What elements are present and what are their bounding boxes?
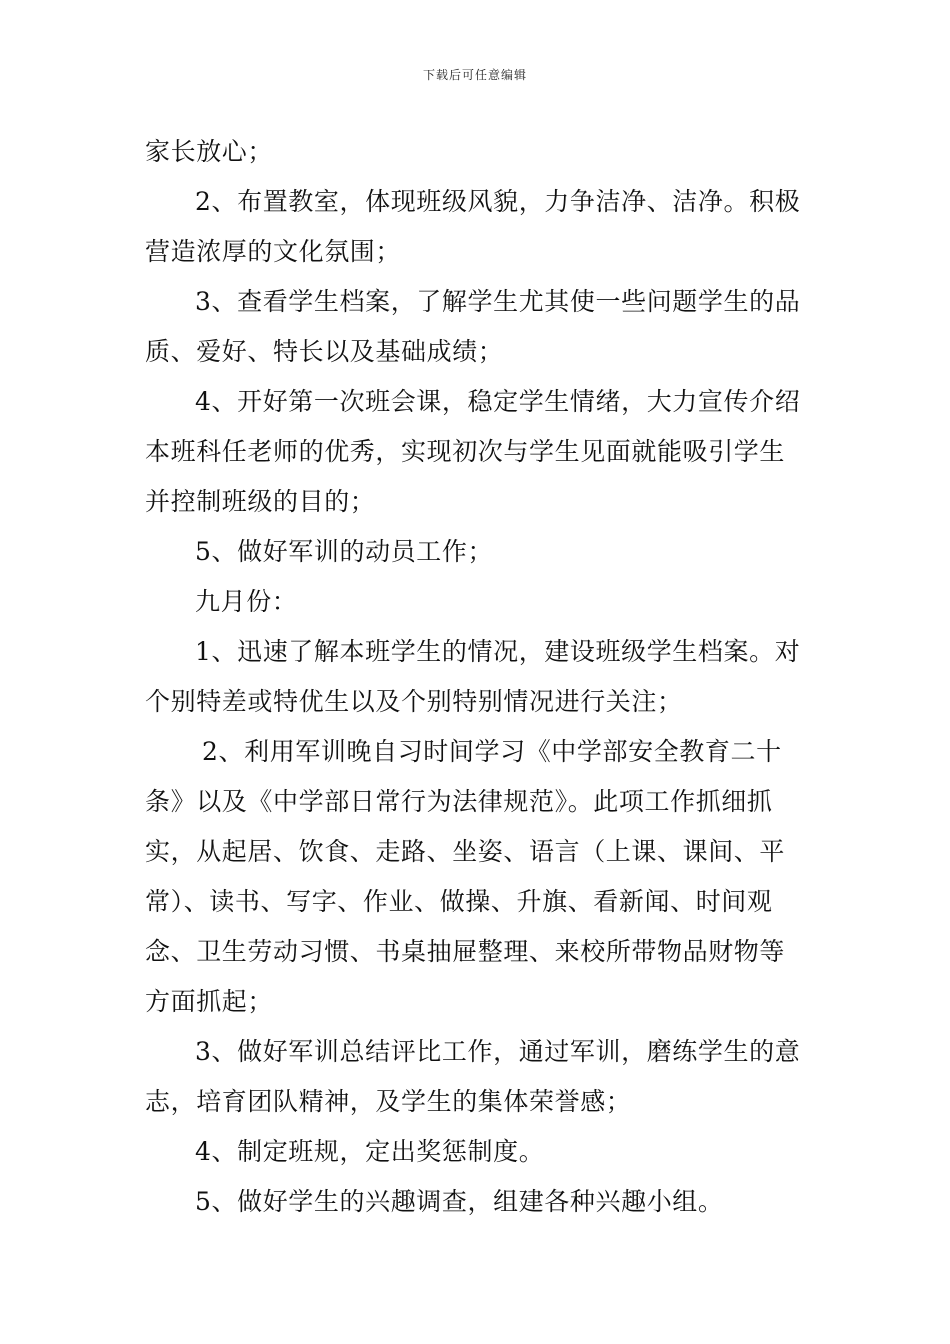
text-line: 本班科任老师的优秀，实现初次与学生见面就能吸引学生	[145, 437, 786, 466]
text-line: 5、做好军训的动员工作；	[195, 537, 494, 566]
text-line: 个别特差或特优生以及个别特别情况进行关注；	[145, 687, 683, 716]
text-line: 2、利用军训晚自习时间学习《中学部安全教育二十	[202, 737, 782, 766]
text-line: 质、爱好、特长以及基础成绩；	[145, 337, 504, 366]
text-line: 条》以及《中学部日常行为法律规范》。此项工作抓细抓	[145, 787, 773, 816]
section-heading: 九月份：	[195, 587, 298, 616]
text-line: 常）、读书、写字、作业、做操、升旗、看新闻、时间观	[145, 887, 773, 916]
text-line: 方面抓起；	[145, 987, 274, 1016]
document-body	[145, 127, 810, 1227]
text-line: 实，从起居、饮食、走路、坐姿、语言（上课、课间、平	[145, 837, 786, 866]
text-line: 念、卫生劳动习惯、书桌抽屉整理、来校所带物品财物等	[145, 937, 786, 966]
text-line: 4、制定班规，定出奖惩制度。	[195, 1137, 545, 1166]
text-line: 5、做好学生的兴趣调查，组建各种兴趣小组。	[195, 1187, 724, 1216]
text-line: 3、做好军训总结评比工作，通过军训，磨练学生的意	[195, 1037, 801, 1066]
text-line: 并控制班级的目的；	[145, 487, 376, 516]
text-line: 家长放心；	[145, 137, 274, 166]
text-line: 3、查看学生档案，了解学生尤其使一些问题学生的品	[195, 287, 801, 316]
text-line: 志，培育团队精神，及学生的集体荣誉感；	[145, 1087, 632, 1116]
text-line: 2、布置教室，体现班级风貌，力争洁净、洁净。积极	[195, 187, 801, 216]
text-line: 1、迅速了解本班学生的情况，建设班级学生档案。对	[195, 637, 801, 666]
text-line: 营造浓厚的文化氛围；	[145, 237, 402, 266]
page-header: 下载后可任意编辑	[422, 68, 527, 82]
text-line: 4、开好第一次班会课，稳定学生情绪，大力宣传介绍	[195, 387, 801, 416]
